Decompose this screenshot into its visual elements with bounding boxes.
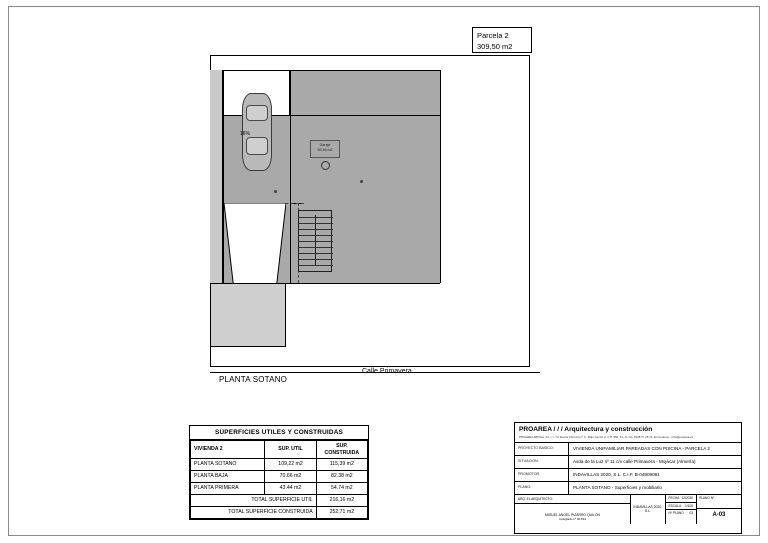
wall-line xyxy=(440,70,441,283)
field-project xyxy=(515,443,741,456)
meta-sheet-key: Nº PLANO xyxy=(668,511,684,515)
field-developer-value: INDAVILLAS 2020, S.L. C.I.F. B-04909081 xyxy=(573,472,660,477)
field-project-key: PROYECTO BASICO: xyxy=(515,443,569,455)
title-block xyxy=(514,422,742,534)
street-name-label: Calle Primavera xyxy=(362,368,412,375)
field-drawing-key: PLANO: xyxy=(515,482,569,494)
staircase-symbol xyxy=(298,210,332,272)
total-built-label: TOTAL SUPERFICIE CONSTRUIDA xyxy=(191,507,317,519)
meta-sheet-value: 03 xyxy=(689,511,693,515)
parcel-label-name: Parcela 2 xyxy=(477,31,509,40)
title-block-brand-row xyxy=(515,423,741,443)
field-location xyxy=(515,456,741,469)
car-rear-window xyxy=(246,137,268,155)
meta-date xyxy=(666,495,696,503)
garage-label-name: Garaje xyxy=(319,143,331,147)
meta-list xyxy=(666,495,697,524)
company-details: PROAREA ABOGA, S.L. / / / C/ Doctor Fleming nº 3 - Bajo Centro 2, C.P. 950, S.L.N. No. 0108 Tr. 28.74. El Condeno - info@proarea.es xyxy=(519,435,694,439)
sheet-number-key xyxy=(697,495,741,509)
header-useful-area: SUP. UTIL xyxy=(265,441,316,459)
stair-step xyxy=(299,217,333,218)
field-drawing-value: PLANTA SOTANO - Superficies y mobiliario xyxy=(573,485,662,490)
surfaces-table-grid xyxy=(190,440,368,519)
table-row xyxy=(191,459,368,471)
stair-step xyxy=(299,253,333,254)
table-row xyxy=(191,471,368,483)
title-block-footer xyxy=(515,495,741,524)
row-floor-name: PLANTA PRIMERA xyxy=(191,483,265,495)
field-developer-key: PROMOTOR: xyxy=(515,469,569,481)
table-row xyxy=(191,483,368,495)
architect-name: MIGUEL ANGEL PIZARRO QUILON xyxy=(545,513,600,517)
row-built-area: 115,39 m2 xyxy=(316,459,367,471)
row-floor-name: PLANTA BAJA xyxy=(191,471,265,483)
meta-date-key: FECHA xyxy=(668,496,680,500)
point-marker xyxy=(360,180,363,183)
row-useful-area: 109,22 m2 xyxy=(265,459,316,471)
row-useful-area: 43.44 m2 xyxy=(265,483,316,495)
stair-step xyxy=(299,259,333,260)
garage-label-area: 59.46 m2 xyxy=(317,148,333,152)
parcel-label-area: 309,50 m2 xyxy=(477,42,513,51)
meta-date-value: 12/2020 xyxy=(681,496,693,500)
wall-line xyxy=(222,70,440,71)
garage-area-label xyxy=(310,140,340,158)
sheet-number-value: A-03 xyxy=(712,512,726,518)
stair-step xyxy=(299,229,333,230)
header-dwelling: VIVIENDA 2 xyxy=(191,441,265,459)
field-location-value: Avda de la Luz nº 11 c/v calle Primavera - Mojácar (Almería) xyxy=(573,459,696,464)
column-symbol xyxy=(321,161,330,170)
total-useful-label: TOTAL SUPERFICIE UTIL xyxy=(191,495,317,507)
row-floor-name: PLANTA SOTANO xyxy=(191,459,265,471)
header-built-area: SUP. CONSTRUIDA xyxy=(316,441,367,459)
drawing-meta-block xyxy=(631,495,741,524)
row-built-area: 54.74 m2 xyxy=(316,483,367,495)
table-total-row xyxy=(191,495,368,507)
architect-signature-block xyxy=(515,495,631,524)
row-built-area: 82.38 m2 xyxy=(316,471,367,483)
field-drawing xyxy=(515,482,741,495)
stair-step xyxy=(299,223,333,224)
surfaces-table-title: SUPERFICIES UTILES Y CONSTRUIDAS xyxy=(190,426,368,440)
architect-key: ARQ. EL ARQUITECTO: xyxy=(515,495,630,504)
meta-scale-key: ESCALA xyxy=(668,503,682,508)
meta-sheet xyxy=(666,510,696,518)
stair-step xyxy=(299,235,333,236)
field-project-value: VIVIENDA UNIFAMILIAR PAREADAS CON PISCINA - PARCELA 2 xyxy=(573,446,710,451)
table-header-row xyxy=(191,441,368,459)
wall-line xyxy=(290,70,291,283)
field-developer xyxy=(515,469,741,482)
floor-plan-drawing xyxy=(200,55,540,385)
meta-scale-value: 1/100 xyxy=(685,503,693,508)
sheet-number-plate xyxy=(697,495,741,524)
wall-line xyxy=(290,115,440,116)
table-total-row xyxy=(191,507,368,519)
company-name: PROAREA / / / Arquitectura y construcción xyxy=(519,426,653,433)
point-marker xyxy=(274,190,277,193)
total-built-value: 252,71 m2 xyxy=(316,507,367,519)
meta-scale xyxy=(666,503,696,511)
field-location-key: SITUACION: xyxy=(515,456,569,468)
car-windshield xyxy=(246,105,268,121)
surfaces-table xyxy=(189,425,369,520)
parcel-label-box xyxy=(472,27,532,53)
lower-left-block xyxy=(210,283,286,347)
plan-title-label: PLANTA SOTANO xyxy=(219,375,288,384)
stair-step xyxy=(299,265,333,266)
wall-line xyxy=(222,70,223,283)
stair-direction-arrow xyxy=(315,215,316,265)
sheet-number-key-label: PLANO Nº xyxy=(699,496,715,500)
total-useful-value: 216,16 m2 xyxy=(316,495,367,507)
stair-step xyxy=(299,241,333,242)
row-useful-area: 70.66 m2 xyxy=(265,471,316,483)
architect-college-number: Colegiado nº 30.819 xyxy=(558,517,587,521)
promoter-name: INDAVILLAS 2020, S.L. xyxy=(631,495,666,524)
ramp-slope-label: 16% xyxy=(240,131,251,137)
stair-step xyxy=(299,247,333,248)
